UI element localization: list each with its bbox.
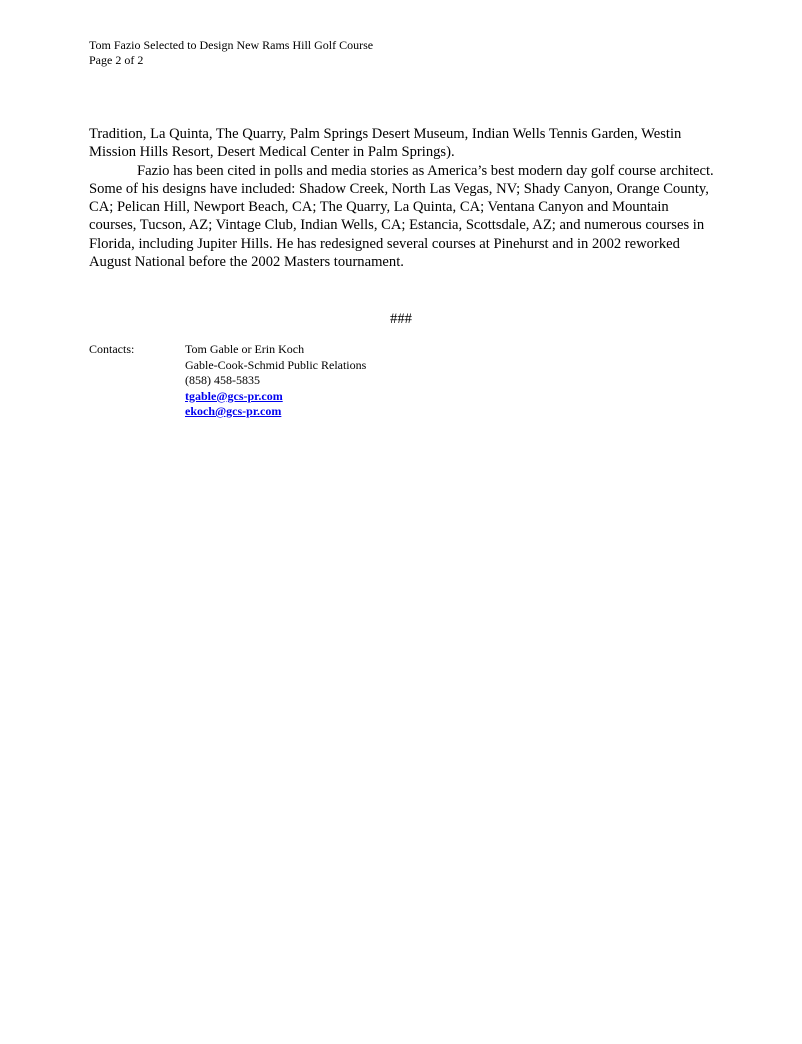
- page-header: [89, 38, 373, 68]
- contact-phone: (858) 458-5835: [185, 373, 260, 387]
- contact-company: Gable-Cook-Schmid Public Relations: [185, 357, 367, 372]
- document-title: Tom Fazio Selected to Design New Rams Hill Golf Course: [89, 38, 374, 52]
- page-number: Page 2 of 2: [89, 53, 144, 67]
- paragraph-fazio: Fazio has been cited in polls and media stories as America’s best modern day golf course architect. Some of his designs have included: Shadow Creek, North Las Vegas, NV; Shady Canyon, Orange County, CA; Pelican Hill, Newport Beach, CA; The Quarry, La Quinta, CA; Ventana Canyon and Mountain courses, Tucson, AZ; Vintage Club, Indian Wells, CA; Estancia, Scottsdale, AZ; and numerous courses in Florida, including Jupiter Hills. He has redesigned several courses at Pinehurst and in 2002 reworked August National before the 2002 Masters tournament.: [89, 162, 714, 271]
- contacts-label: Contacts:: [89, 342, 135, 356]
- contacts-list: [185, 342, 366, 420]
- end-mark: ###: [390, 311, 412, 327]
- email-link-ekoch[interactable]: ekoch@gcs-pr.com: [185, 404, 282, 418]
- body-text: [89, 125, 719, 271]
- email-link-tgable[interactable]: tgable@gcs-pr.com: [185, 388, 283, 403]
- paragraph-continuation: Tradition, La Quinta, The Quarry, Palm Springs Desert Museum, Indian Wells Tennis Garden, Westin Mission Hills Resort, Desert Medical Center in Palm Springs).: [89, 126, 682, 161]
- contact-names: Tom Gable or Erin Koch: [185, 342, 305, 356]
